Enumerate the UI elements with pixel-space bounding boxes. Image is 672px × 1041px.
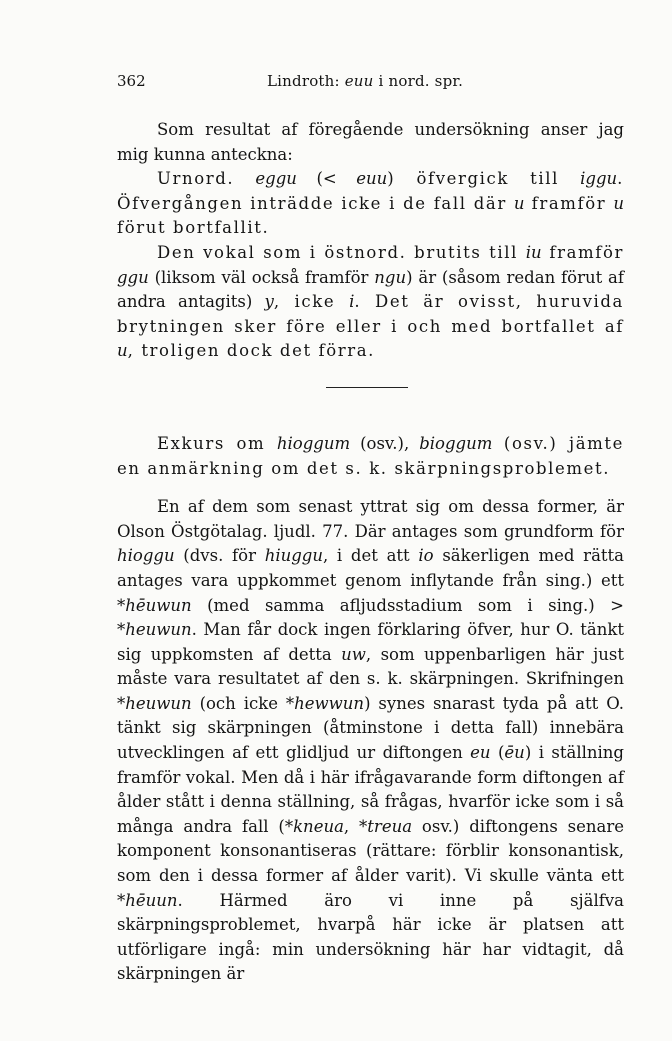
running-title-suffix: i nord. spr. xyxy=(373,72,464,90)
section-divider xyxy=(326,387,408,388)
paragraph-3: Den vokal som i östnord. brutits till iu framför ggu (liksom väl också framför ngu) är (såsom redan förut af andra antagits) y, icke i. Det är ovisst, huruvida brytningen sker före eller i och med bortfallet af u, troligen dock det förra. xyxy=(117,242,624,361)
text-run: . Man får dock ingen förklaring öfver, hur O. tänkt sig uppkomsten af detta xyxy=(117,620,624,664)
text-run: (med samma afljudsstadium som i sing.) > xyxy=(191,595,624,615)
text-run: . Härmed äro vi inne på själfva skärpningsproblemet, hvarpå här icke är platsen att utförligare ingå: min undersökning här har vidtagit, då skärpningen är xyxy=(117,890,624,984)
text-run: , i det att xyxy=(322,546,419,566)
italic-term: *hēuun xyxy=(117,890,178,910)
text-run: , xyxy=(343,816,360,836)
italic-term: ēu xyxy=(504,743,525,763)
italic-term: uw xyxy=(341,644,366,664)
excursus-section xyxy=(117,432,624,987)
running-title-prefix: Lindroth: xyxy=(267,72,345,90)
italic-term: *hēuwun xyxy=(117,595,192,615)
text-run: ) synes snarast tyda på att O. tänkt sig skärpningen (åtminstone i detta fall) innebära utvecklingen af ett glidljud ur diftongen xyxy=(117,693,624,763)
text-run: säkerligen med rätta antages vara uppkommet genom inflytande från sing.) ett xyxy=(117,546,625,590)
italic-term: hioggu xyxy=(117,546,175,566)
italic-term: *treua xyxy=(359,816,413,836)
excursus-body xyxy=(117,495,624,987)
running-head xyxy=(117,72,624,94)
text-run: (dvs. för xyxy=(174,546,265,566)
text-run: osv.) diftongens senare komponent konsonantiseras (rättare: förblir konsonantisk, som den i dessa former af ålder varit). Vi skulle vänta ett xyxy=(117,816,625,886)
text-run: En af dem som senast yttrat sig om dessa former, är Olson Östgötalag. ljudl. 77. Där antages som grundform för xyxy=(117,497,624,541)
text-run: , som uppenbarligen här just måste vara resultatet af den s. k. skärpningen. Skrifningen xyxy=(117,644,624,689)
paragraph-1: Som resultat af föregående undersökning anser jag mig kunna anteckna: xyxy=(117,120,624,164)
italic-term: *heuwun xyxy=(117,693,192,713)
italic-term: *kneua xyxy=(284,816,344,836)
text-run: (och icke xyxy=(191,693,286,713)
italic-term: eu xyxy=(470,743,491,763)
page-number: 362 xyxy=(117,72,146,90)
italic-term: *heuwun xyxy=(117,620,192,640)
italic-term: io xyxy=(418,546,434,566)
paragraph-2: Urnord. eggu (< euu) öfvergick till iggu. Öfvergången inträdde icke i de fall där u framför u förut bortfallit. xyxy=(117,169,624,238)
italic-term: *hewwun xyxy=(285,693,365,713)
running-title xyxy=(267,72,463,90)
text-run: ) i ställning framför vokal. Men då i här ifrågavarande form diftongen af ålder stått i denna ställning, så frågas, hvarför icke som i så många andra fall ( xyxy=(117,743,624,836)
running-title-italic: euu xyxy=(344,72,374,90)
text-run: ( xyxy=(490,743,505,763)
italic-term: hiuggu xyxy=(264,546,323,566)
page xyxy=(117,72,624,987)
excursus-heading: Exkurs om hioggum (osv.), bioggum (osv.) jämte en anmärkning om det s. k. skärpningsproblemet. xyxy=(117,433,624,478)
